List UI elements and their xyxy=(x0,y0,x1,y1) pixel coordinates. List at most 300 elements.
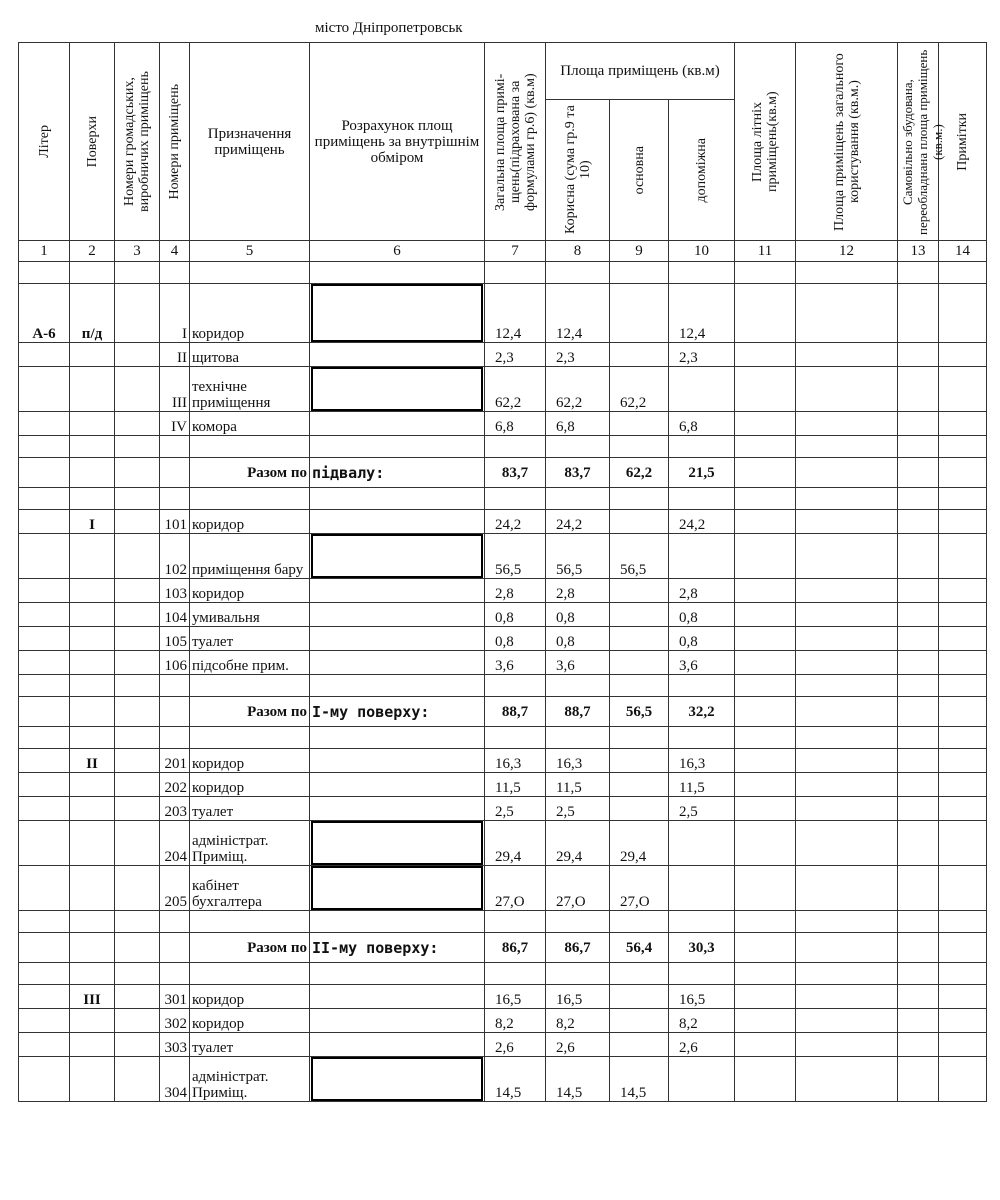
empty-cell xyxy=(115,697,160,727)
empty-cell xyxy=(115,727,160,749)
column-number: 1 xyxy=(19,241,70,262)
room-row xyxy=(19,343,987,367)
empty-cell xyxy=(735,458,796,488)
empty-cell xyxy=(939,933,987,963)
empty-cell xyxy=(546,963,610,985)
empty-cell xyxy=(796,412,898,436)
useful-area-cell: 24,2 xyxy=(546,510,610,534)
floor-cell xyxy=(70,603,115,627)
empty-cell xyxy=(310,675,485,697)
subtotal-total-area: 83,7 xyxy=(485,458,546,488)
empty-cell xyxy=(939,579,987,603)
room-purpose-cell: комора xyxy=(190,412,310,436)
spacer-row xyxy=(19,727,987,749)
spacer-row xyxy=(19,675,987,697)
column-number: 14 xyxy=(939,241,987,262)
aux-area-cell: 16,5 xyxy=(669,985,735,1009)
aux-area-cell: 12,4 xyxy=(669,284,735,343)
empty-cell xyxy=(485,963,546,985)
litera-cell: А-6 xyxy=(19,284,70,343)
empty-cell xyxy=(546,262,610,284)
empty-cell xyxy=(160,697,190,727)
column-number: 4 xyxy=(160,241,190,262)
public-number-cell xyxy=(115,510,160,534)
header-summer: Площа літніх приміщень(кв.м) xyxy=(735,43,796,241)
empty-cell xyxy=(735,797,796,821)
empty-cell xyxy=(115,963,160,985)
empty-cell xyxy=(735,675,796,697)
empty-cell xyxy=(669,675,735,697)
empty-cell xyxy=(735,534,796,579)
empty-cell xyxy=(735,627,796,651)
room-purpose-cell: туалет xyxy=(190,627,310,651)
total-area-cell: 0,8 xyxy=(485,603,546,627)
empty-cell xyxy=(190,262,310,284)
subtotal-label: Разом по xyxy=(190,697,310,727)
empty-cell xyxy=(939,911,987,933)
total-area-cell: 16,3 xyxy=(485,749,546,773)
useful-area-cell: 14,5 xyxy=(546,1057,610,1102)
public-number-cell xyxy=(115,603,160,627)
empty-cell xyxy=(898,773,939,797)
empty-cell xyxy=(939,727,987,749)
calculation-cell xyxy=(310,821,485,866)
header-total-area: Загальна площа примі-щень(підрахована за формулами гр.6) (кв.м) xyxy=(485,43,546,241)
total-area-cell: 11,5 xyxy=(485,773,546,797)
room-number-cell: 105 xyxy=(160,627,190,651)
room-row xyxy=(19,1057,987,1102)
empty-cell xyxy=(939,262,987,284)
spacer-row xyxy=(19,262,987,284)
subtotal-useful-area: 88,7 xyxy=(546,697,610,727)
empty-cell xyxy=(610,963,669,985)
empty-cell xyxy=(735,821,796,866)
header-litera: Літер xyxy=(19,43,70,241)
header-notes: Примітки xyxy=(939,43,987,241)
empty-cell xyxy=(70,675,115,697)
floor-cell xyxy=(70,1033,115,1057)
empty-cell xyxy=(485,727,546,749)
empty-cell xyxy=(939,697,987,727)
empty-cell xyxy=(939,367,987,412)
floor-cell: I xyxy=(70,510,115,534)
useful-area-cell: 29,4 xyxy=(546,821,610,866)
subtotal-target: І-му поверху: xyxy=(310,697,485,727)
subtotal-label: Разом по xyxy=(190,458,310,488)
main-area-cell xyxy=(610,1033,669,1057)
empty-cell xyxy=(735,727,796,749)
room-number-cell: 104 xyxy=(160,603,190,627)
room-number-cell: 303 xyxy=(160,1033,190,1057)
empty-cell xyxy=(898,727,939,749)
empty-cell xyxy=(546,488,610,510)
aux-area-cell xyxy=(669,1057,735,1102)
room-purpose-cell: коридор xyxy=(190,510,310,534)
room-number-cell: 102 xyxy=(160,534,190,579)
empty-cell xyxy=(898,534,939,579)
empty-cell xyxy=(939,675,987,697)
total-area-cell: 56,5 xyxy=(485,534,546,579)
room-row xyxy=(19,866,987,911)
main-area-cell xyxy=(610,343,669,367)
useful-area-cell: 3,6 xyxy=(546,651,610,675)
empty-cell xyxy=(70,911,115,933)
useful-area-cell: 8,2 xyxy=(546,1009,610,1033)
empty-cell xyxy=(898,343,939,367)
column-number: 11 xyxy=(735,241,796,262)
subtotal-aux-area: 30,3 xyxy=(669,933,735,963)
empty-cell xyxy=(898,412,939,436)
room-purpose-cell: адміністрат. Приміщ. xyxy=(190,821,310,866)
room-purpose-cell: технічне приміщення xyxy=(190,367,310,412)
empty-cell xyxy=(939,603,987,627)
subtotal-total-area: 86,7 xyxy=(485,933,546,963)
useful-area-cell: 16,3 xyxy=(546,749,610,773)
calculation-box xyxy=(311,367,483,411)
calculation-cell xyxy=(310,1057,485,1102)
empty-cell xyxy=(898,866,939,911)
subtotal-target: підвалу: xyxy=(310,458,485,488)
floor-cell xyxy=(70,534,115,579)
aux-area-cell xyxy=(669,821,735,866)
public-number-cell xyxy=(115,1033,160,1057)
calculation-cell xyxy=(310,343,485,367)
empty-cell xyxy=(310,262,485,284)
empty-cell xyxy=(898,651,939,675)
total-area-cell: 0,8 xyxy=(485,627,546,651)
empty-cell xyxy=(735,488,796,510)
empty-cell xyxy=(796,1057,898,1102)
public-number-cell xyxy=(115,797,160,821)
aux-area-cell: 2,3 xyxy=(669,343,735,367)
empty-cell xyxy=(796,797,898,821)
empty-cell xyxy=(796,262,898,284)
empty-cell xyxy=(796,627,898,651)
empty-cell xyxy=(939,985,987,1009)
empty-cell xyxy=(796,911,898,933)
subtotal-total-area: 88,7 xyxy=(485,697,546,727)
empty-cell xyxy=(115,488,160,510)
room-purpose-cell: умивальня xyxy=(190,603,310,627)
empty-cell xyxy=(735,579,796,603)
subtotal-target: ІІ-му поверху: xyxy=(310,933,485,963)
main-area-cell xyxy=(610,603,669,627)
public-number-cell xyxy=(115,412,160,436)
room-row xyxy=(19,579,987,603)
empty-cell xyxy=(190,727,310,749)
empty-cell xyxy=(735,697,796,727)
empty-cell xyxy=(485,262,546,284)
subtotal-useful-area: 86,7 xyxy=(546,933,610,963)
empty-cell xyxy=(19,911,70,933)
empty-cell xyxy=(546,727,610,749)
room-row xyxy=(19,603,987,627)
room-purpose-cell: коридор xyxy=(190,985,310,1009)
main-area-cell xyxy=(610,627,669,651)
aux-area-cell: 2,8 xyxy=(669,579,735,603)
useful-area-cell: 11,5 xyxy=(546,773,610,797)
room-row xyxy=(19,1009,987,1033)
spacer-row xyxy=(19,911,987,933)
room-number-cell: 301 xyxy=(160,985,190,1009)
empty-cell xyxy=(796,488,898,510)
empty-cell xyxy=(796,343,898,367)
calculation-cell xyxy=(310,284,485,343)
empty-cell xyxy=(19,697,70,727)
empty-cell xyxy=(735,773,796,797)
floor-cell xyxy=(70,1057,115,1102)
empty-cell xyxy=(939,797,987,821)
empty-cell xyxy=(898,458,939,488)
empty-cell xyxy=(898,627,939,651)
empty-cell xyxy=(898,985,939,1009)
subtotal-aux-area: 32,2 xyxy=(669,697,735,727)
calculation-cell xyxy=(310,412,485,436)
main-area-cell xyxy=(610,651,669,675)
floor-cell: п/д xyxy=(70,284,115,343)
empty-cell xyxy=(735,933,796,963)
litera-cell xyxy=(19,866,70,911)
empty-cell xyxy=(610,911,669,933)
empty-cell xyxy=(796,675,898,697)
room-number-cell: 302 xyxy=(160,1009,190,1033)
header-calculation: Розрахунок площ приміщень за внутрішнім обміром xyxy=(310,43,485,241)
empty-cell xyxy=(735,412,796,436)
empty-cell xyxy=(898,1009,939,1033)
public-number-cell xyxy=(115,284,160,343)
public-number-cell xyxy=(115,579,160,603)
room-number-cell: 103 xyxy=(160,579,190,603)
calculation-cell xyxy=(310,579,485,603)
empty-cell xyxy=(70,436,115,458)
aux-area-cell xyxy=(669,534,735,579)
useful-area-cell: 56,5 xyxy=(546,534,610,579)
empty-cell xyxy=(115,458,160,488)
useful-area-cell: 2,3 xyxy=(546,343,610,367)
empty-cell xyxy=(735,749,796,773)
column-number: 6 xyxy=(310,241,485,262)
empty-cell xyxy=(160,675,190,697)
room-purpose-cell: туалет xyxy=(190,797,310,821)
empty-cell xyxy=(939,534,987,579)
aux-area-cell: 8,2 xyxy=(669,1009,735,1033)
main-area-cell xyxy=(610,1009,669,1033)
room-row xyxy=(19,773,987,797)
room-number-cell: IV xyxy=(160,412,190,436)
subtotal-main-area: 56,5 xyxy=(610,697,669,727)
empty-cell xyxy=(796,603,898,627)
empty-cell xyxy=(160,727,190,749)
public-number-cell xyxy=(115,866,160,911)
header-main: основна xyxy=(610,100,669,241)
room-purpose-cell: коридор xyxy=(190,579,310,603)
empty-cell xyxy=(898,933,939,963)
empty-cell xyxy=(669,262,735,284)
floor-cell xyxy=(70,797,115,821)
total-area-cell: 14,5 xyxy=(485,1057,546,1102)
empty-cell xyxy=(115,675,160,697)
room-row xyxy=(19,367,987,412)
room-number-cell: III xyxy=(160,367,190,412)
litera-cell xyxy=(19,797,70,821)
empty-cell xyxy=(939,1009,987,1033)
empty-cell xyxy=(610,262,669,284)
empty-cell xyxy=(796,866,898,911)
empty-cell xyxy=(735,866,796,911)
empty-cell xyxy=(310,436,485,458)
useful-area-cell: 62,2 xyxy=(546,367,610,412)
empty-cell xyxy=(735,1033,796,1057)
empty-cell xyxy=(796,458,898,488)
empty-cell xyxy=(70,933,115,963)
room-purpose-cell: підсобне прим. xyxy=(190,651,310,675)
empty-cell xyxy=(735,1057,796,1102)
room-row xyxy=(19,651,987,675)
useful-area-cell: 0,8 xyxy=(546,627,610,651)
subtotal-row xyxy=(19,933,987,963)
calculation-cell xyxy=(310,603,485,627)
empty-cell xyxy=(669,436,735,458)
empty-cell xyxy=(485,488,546,510)
room-row xyxy=(19,797,987,821)
public-number-cell xyxy=(115,534,160,579)
subtotal-label: Разом по xyxy=(190,933,310,963)
empty-cell xyxy=(939,510,987,534)
empty-cell xyxy=(735,1009,796,1033)
floor-cell xyxy=(70,866,115,911)
empty-cell xyxy=(939,651,987,675)
empty-cell xyxy=(939,773,987,797)
calculation-cell xyxy=(310,1009,485,1033)
empty-cell xyxy=(19,727,70,749)
total-area-cell: 62,2 xyxy=(485,367,546,412)
empty-cell xyxy=(310,488,485,510)
empty-cell xyxy=(19,262,70,284)
empty-cell xyxy=(939,412,987,436)
empty-cell xyxy=(898,749,939,773)
aux-area-cell: 3,6 xyxy=(669,651,735,675)
spacer-row xyxy=(19,488,987,510)
empty-cell xyxy=(610,436,669,458)
empty-cell xyxy=(70,488,115,510)
table-body xyxy=(19,262,987,1102)
total-area-cell: 24,2 xyxy=(485,510,546,534)
room-row xyxy=(19,412,987,436)
empty-cell xyxy=(669,727,735,749)
column-number: 9 xyxy=(610,241,669,262)
litera-cell xyxy=(19,603,70,627)
main-area-cell: 62,2 xyxy=(610,367,669,412)
empty-cell xyxy=(19,963,70,985)
floor-cell xyxy=(70,367,115,412)
calculation-box xyxy=(311,821,483,865)
empty-cell xyxy=(610,675,669,697)
subtotal-main-area: 62,2 xyxy=(610,458,669,488)
empty-cell xyxy=(735,510,796,534)
calculation-cell xyxy=(310,627,485,651)
empty-cell xyxy=(898,603,939,627)
public-number-cell xyxy=(115,1057,160,1102)
empty-cell xyxy=(796,821,898,866)
empty-cell xyxy=(796,284,898,343)
empty-cell xyxy=(70,727,115,749)
floor-cell xyxy=(70,821,115,866)
empty-cell xyxy=(735,367,796,412)
litera-cell xyxy=(19,985,70,1009)
aux-area-cell: 24,2 xyxy=(669,510,735,534)
room-purpose-cell: коридор xyxy=(190,773,310,797)
empty-cell xyxy=(939,488,987,510)
column-number-row xyxy=(19,241,987,262)
header-useful: Корисна (сума гр.9 та 10) xyxy=(546,100,610,241)
empty-cell xyxy=(190,963,310,985)
empty-cell xyxy=(898,675,939,697)
useful-area-cell: 27,О xyxy=(546,866,610,911)
total-area-cell: 16,5 xyxy=(485,985,546,1009)
calculation-cell xyxy=(310,1033,485,1057)
empty-cell xyxy=(115,436,160,458)
floor-cell xyxy=(70,651,115,675)
empty-cell xyxy=(160,458,190,488)
empty-cell xyxy=(898,963,939,985)
room-purpose-cell: приміщення бару xyxy=(190,534,310,579)
total-area-cell: 3,6 xyxy=(485,651,546,675)
empty-cell xyxy=(735,436,796,458)
room-row xyxy=(19,749,987,773)
floor-cell xyxy=(70,343,115,367)
calculation-cell xyxy=(310,797,485,821)
main-area-cell xyxy=(610,510,669,534)
empty-cell xyxy=(796,773,898,797)
empty-cell xyxy=(160,436,190,458)
floor-cell: III xyxy=(70,985,115,1009)
calculation-box xyxy=(311,284,483,342)
litera-cell xyxy=(19,773,70,797)
empty-cell xyxy=(898,697,939,727)
area-table-sheet xyxy=(18,42,987,1102)
header-area-group: Площа приміщень (кв.м) xyxy=(546,43,735,100)
empty-cell xyxy=(898,579,939,603)
empty-cell xyxy=(19,488,70,510)
aux-area-cell: 6,8 xyxy=(669,412,735,436)
empty-cell xyxy=(898,821,939,866)
empty-cell xyxy=(70,697,115,727)
room-row xyxy=(19,534,987,579)
total-area-cell: 2,8 xyxy=(485,579,546,603)
useful-area-cell: 16,5 xyxy=(546,985,610,1009)
room-purpose-cell: щитова xyxy=(190,343,310,367)
empty-cell xyxy=(669,963,735,985)
empty-cell xyxy=(669,488,735,510)
room-number-cell: 106 xyxy=(160,651,190,675)
subtotal-row xyxy=(19,458,987,488)
litera-cell xyxy=(19,1009,70,1033)
empty-cell xyxy=(939,458,987,488)
litera-cell xyxy=(19,343,70,367)
main-area-cell: 27,О xyxy=(610,866,669,911)
empty-cell xyxy=(939,284,987,343)
empty-cell xyxy=(796,697,898,727)
empty-cell xyxy=(190,436,310,458)
public-number-cell xyxy=(115,985,160,1009)
empty-cell xyxy=(19,458,70,488)
floor-cell xyxy=(70,773,115,797)
total-area-cell: 27,О xyxy=(485,866,546,911)
floor-cell: II xyxy=(70,749,115,773)
empty-cell xyxy=(70,262,115,284)
public-number-cell xyxy=(115,343,160,367)
empty-cell xyxy=(898,1033,939,1057)
